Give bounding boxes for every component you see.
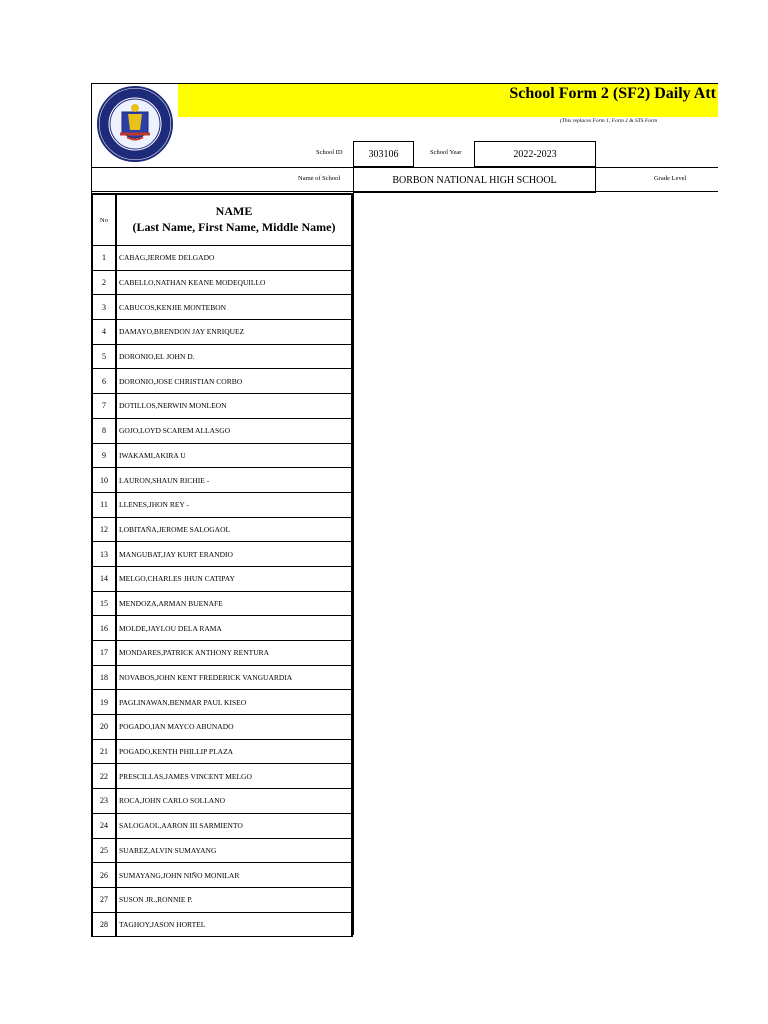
table-row[interactable] xyxy=(91,789,353,814)
table-row[interactable] xyxy=(91,641,353,666)
table-row[interactable] xyxy=(91,369,353,394)
table-body xyxy=(91,246,353,937)
school-id-label: School ID xyxy=(316,149,343,156)
table-header xyxy=(91,193,353,246)
row-number: 9 xyxy=(93,444,117,468)
table-row[interactable] xyxy=(91,592,353,617)
no-header: No xyxy=(93,195,117,245)
row-number: 11 xyxy=(93,493,117,517)
row-number: 4 xyxy=(93,320,117,344)
table-row[interactable] xyxy=(91,468,353,493)
table-row[interactable] xyxy=(91,666,353,691)
row-number: 8 xyxy=(93,419,117,443)
learner-name: MOLDE,JAYLOU DELA RAMA xyxy=(119,623,222,633)
school-name-field[interactable]: BORBON NATIONAL HIGH SCHOOL xyxy=(353,167,596,193)
learner-name: DORONIO,EL JOHN D. xyxy=(119,352,195,362)
row-number: 14 xyxy=(93,567,117,591)
title-band xyxy=(178,84,718,117)
table-row[interactable] xyxy=(91,863,353,888)
row-number: 19 xyxy=(93,690,117,714)
table-row[interactable] xyxy=(91,345,353,370)
table-row[interactable] xyxy=(91,913,353,938)
school-year-field[interactable]: 2022-2023 xyxy=(474,141,596,167)
row-number: 17 xyxy=(93,641,117,665)
table-row[interactable] xyxy=(91,764,353,789)
table-row[interactable] xyxy=(91,246,353,271)
table-row[interactable] xyxy=(91,444,353,469)
row-number: 7 xyxy=(93,394,117,418)
table-row[interactable] xyxy=(91,888,353,913)
row-number: 20 xyxy=(93,715,117,739)
row-number: 24 xyxy=(93,814,117,838)
row-number: 1 xyxy=(93,246,117,270)
name-header-title: NAME xyxy=(215,204,253,218)
row-number: 23 xyxy=(93,789,117,813)
school-year-label: School Year xyxy=(430,149,462,156)
learner-name: SUSON JR.,RONNIE P. xyxy=(119,895,193,905)
row-number: 10 xyxy=(93,468,117,492)
learner-name: DORONIO,JOSE CHRISTIAN CORBO xyxy=(119,376,243,386)
row-number: 16 xyxy=(93,616,117,640)
table-row[interactable] xyxy=(91,394,353,419)
learner-name: POGADO,KENTH PHILLIP PLAZA xyxy=(119,747,234,757)
table-row[interactable] xyxy=(91,616,353,641)
table-row[interactable] xyxy=(91,419,353,444)
deped-logo xyxy=(92,84,178,164)
row-number: 3 xyxy=(93,295,117,319)
school-id-field[interactable]: 303106 xyxy=(353,141,414,167)
row-number: 6 xyxy=(93,369,117,393)
table-row[interactable] xyxy=(91,320,353,345)
table-row[interactable] xyxy=(91,295,353,320)
row-number: 27 xyxy=(93,888,117,912)
learner-name: CABUCOS,KENJIE MONTEBON xyxy=(119,302,227,312)
learner-name: CABELLO,NATHAN KEANE MODEQUILLO xyxy=(119,278,266,288)
learner-name: CABAG,JEROME DELGADO xyxy=(119,253,215,263)
row-number: 26 xyxy=(93,863,117,887)
table-row[interactable] xyxy=(91,493,353,518)
table-row[interactable] xyxy=(91,814,353,839)
row-number: 25 xyxy=(93,839,117,863)
school-name-label: Name of School xyxy=(298,175,341,182)
learner-table xyxy=(91,193,353,937)
table-row[interactable] xyxy=(91,567,353,592)
learner-name: DOTILLOS,NERWIN MONLEON xyxy=(119,401,227,411)
learner-name: MELGO,CHARLES JHUN CATIPAY xyxy=(119,574,235,584)
form-subtitle: (This replaces Form 1, Form 2 & STS Form xyxy=(560,118,658,124)
table-row[interactable] xyxy=(91,542,353,567)
learner-name: SUMAYANG,JOHN NIÑO MONILAR xyxy=(119,870,240,880)
row-number: 15 xyxy=(93,592,117,616)
grade-level-label: Grade Level xyxy=(654,175,687,182)
row-number: 5 xyxy=(93,345,117,369)
row-number: 21 xyxy=(93,740,117,764)
table-row[interactable] xyxy=(91,271,353,296)
row-number: 28 xyxy=(93,913,117,937)
learner-name: PAGLINAWAN,BENMAR PAUL KISEO xyxy=(119,697,247,707)
learner-name: LLENES,JHON REY - xyxy=(119,500,189,510)
learner-name: DAMAYO,BRENDON JAY ENRIQUEZ xyxy=(119,327,245,337)
learner-name: GOJO,LOYD SCAREM ALLASGO xyxy=(119,426,231,436)
learner-name: SUAREZ,ALVIN SUMAYANG xyxy=(119,845,217,855)
name-header xyxy=(117,195,351,245)
row-number: 13 xyxy=(93,542,117,566)
table-row[interactable] xyxy=(91,839,353,864)
learner-name: IWAKAMI,AKIRA U xyxy=(119,450,186,460)
table-row[interactable] xyxy=(91,518,353,543)
row-number: 22 xyxy=(93,764,117,788)
learner-name: NOVABOS,JOHN KENT FREDERICK VANGUARDIA xyxy=(119,673,293,683)
learner-name: SALOGAOL,AARON III SARMIENTO xyxy=(119,821,243,831)
learner-name: POGADO,IAN MAYCO ABUNADO xyxy=(119,722,234,732)
table-row[interactable] xyxy=(91,690,353,715)
row-number: 2 xyxy=(93,271,117,295)
learner-name: LOBITAÑA,JEROME SALOGAOL xyxy=(119,524,231,534)
learner-name: MENDOZA,ARMAN BUENAFE xyxy=(119,598,223,608)
row-number: 18 xyxy=(93,666,117,690)
attendance-grid xyxy=(353,193,719,935)
table-row[interactable] xyxy=(91,715,353,740)
learner-name: MANGUBAT,JAY KURT ERANDIO xyxy=(119,549,233,559)
form-title: School Form 2 (SF2) Daily Att xyxy=(509,85,716,102)
learner-name: LAURON,SHAUN RICHIE - xyxy=(119,475,210,485)
table-row[interactable] xyxy=(91,740,353,765)
row-number: 12 xyxy=(93,518,117,542)
learner-name: MONDARES,PATRICK ANTHONY RENTURA xyxy=(119,648,270,658)
name-header-format: (Last Name, First Name, Middle Name) xyxy=(132,220,336,234)
learner-name: TAGHOY,JASON HORTEL xyxy=(119,919,206,929)
learner-name: PRESCILLAS,JAMES VINCENT MELGO xyxy=(119,771,252,781)
learner-name: ROCA,JOHN CARLO SOLLANO xyxy=(119,796,226,806)
